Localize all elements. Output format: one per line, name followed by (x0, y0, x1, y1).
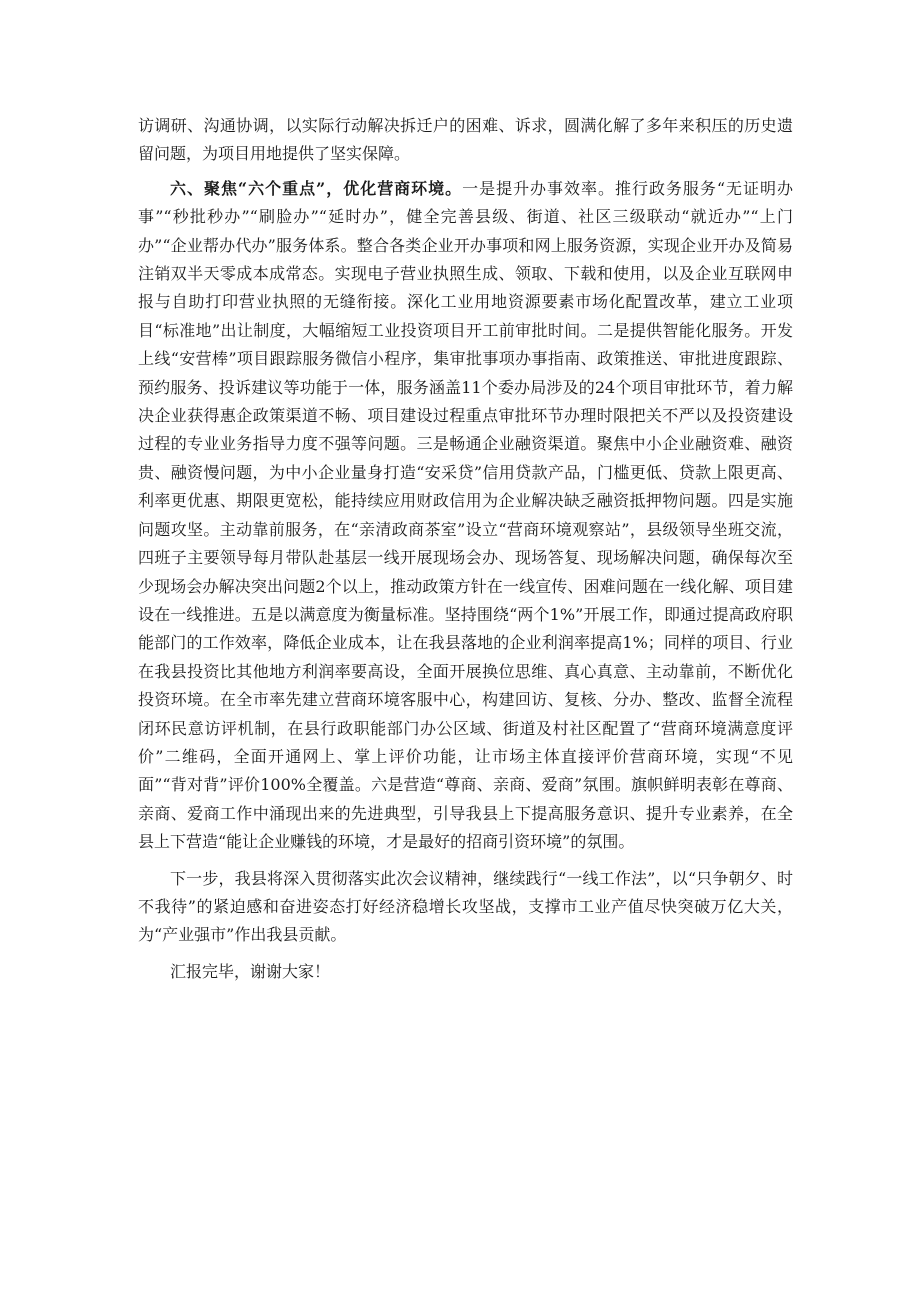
paragraph-continued: 访调研、沟通协调，以实际行动解决拆迁户的困难、诉求，圆满化解了多年来积压的历史遗留问题，为项目用地提供了坚实保障。 (138, 116, 793, 164)
paragraph-business-environment (138, 175, 793, 857)
document-body (138, 112, 793, 986)
section-heading: 六、聚焦“六个重点”，优化营商环境。 (170, 178, 463, 198)
paragraph-next-step: 下一步，我县将深入贯彻落实此次会议精神，继续践行“一线工作法”，以“只争朝夕、时不我待”的紧迫感和奋进姿态打好经济稳增长攻坚战，支撑市工业产值尽快突破万亿大关，为“产业强市”作出我县贡献。 (138, 868, 793, 945)
section-body: 一是提升办事效率。推行政务服务“无证明办事”“秒批秒办”“刷脸办”“延时办”，健全完善县级、街道、社区三级联动“就近办”“上门办”“企业帮办代办”服务体系。整合各类企业开办事项和网上服务资源，实现企业开办及简易注销双半天零成本成常态。实现电子营业执照生成、领取、下载和使用，以及企业互联网申报与自助打印营业执照的无缝衔接。深化工业用地资源要素市场化配置改革，建立工业项目“标准地”出让制度，大幅缩短工业投资项目开工前审批时间。二是提供智能化服务。开发上线“安营棒”项目跟踪服务微信小程序，集审批事项办事指南、政策推送、审批进度跟踪、预约服务、投诉建议等功能于一体，服务涵盖11个委办局涉及的24个项目审批环节，着力解决企业获得惠企政策渠道不畅、项目建设过程重点审批环节办理时限把关不严以及投资建设过程的专业业务指导力度不强等问题。三是畅通企业融资渠道。聚焦中小企业融资难、融资贵、融资慢问题，为中小企业量身打造“安采贷”信用贷款产品，门槛更低、贷款上限更高、利率更优惠、期限更宽松，能持续应用财政信用为企业解决缺乏融资抵押物问题。四是实施问题攻坚。主动靠前服务，在“亲清政商茶室”设立“营商环境观察站”，县级领导坐班交流，四班子主要领导每月带队赴基层一线开展现场会办、现场答复、现场解决问题，确保每次至少现场会办解决突出问题2个以上，推动政策方针在一线宣传、困难问题在一线化解、项目建设在一线推进。五是以满意度为衡量标准。坚持围绕“两个1%”开展工作，即通过提高政府职能部门的工作效率，降低企业成本，让在我县落地的企业利润率提高1%；同样的项目、行业在我县投资比其他地方利润率要高设，全面开展换位思维、真心真意、主动靠前，不断优化投资环境。在全市率先建立营商环境客服中心，构建回访、复核、分办、整改、监督全流程闭环民意访评机制，在县行政职能部门办公区域、街道及村社区配置了“营商环境满意度评价”二维码，全面开通网上、掌上评价功能，让市场主体直接评价营商环境，实现“不见面”“背对背”评价100%全覆盖。六是营造“尊商、亲商、爱商”氛围。旗帜鲜明表彰在尊商、亲商、爱商工作中涌现出来的先进典型，引导我县上下提高服务意识、提升专业素养，在全县上下营造“能让企业赚钱的环境，才是最好的招商引资环境”的氛围。 (138, 178, 793, 852)
paragraph-closing: 汇报完毕，谢谢大家！ (170, 961, 331, 981)
